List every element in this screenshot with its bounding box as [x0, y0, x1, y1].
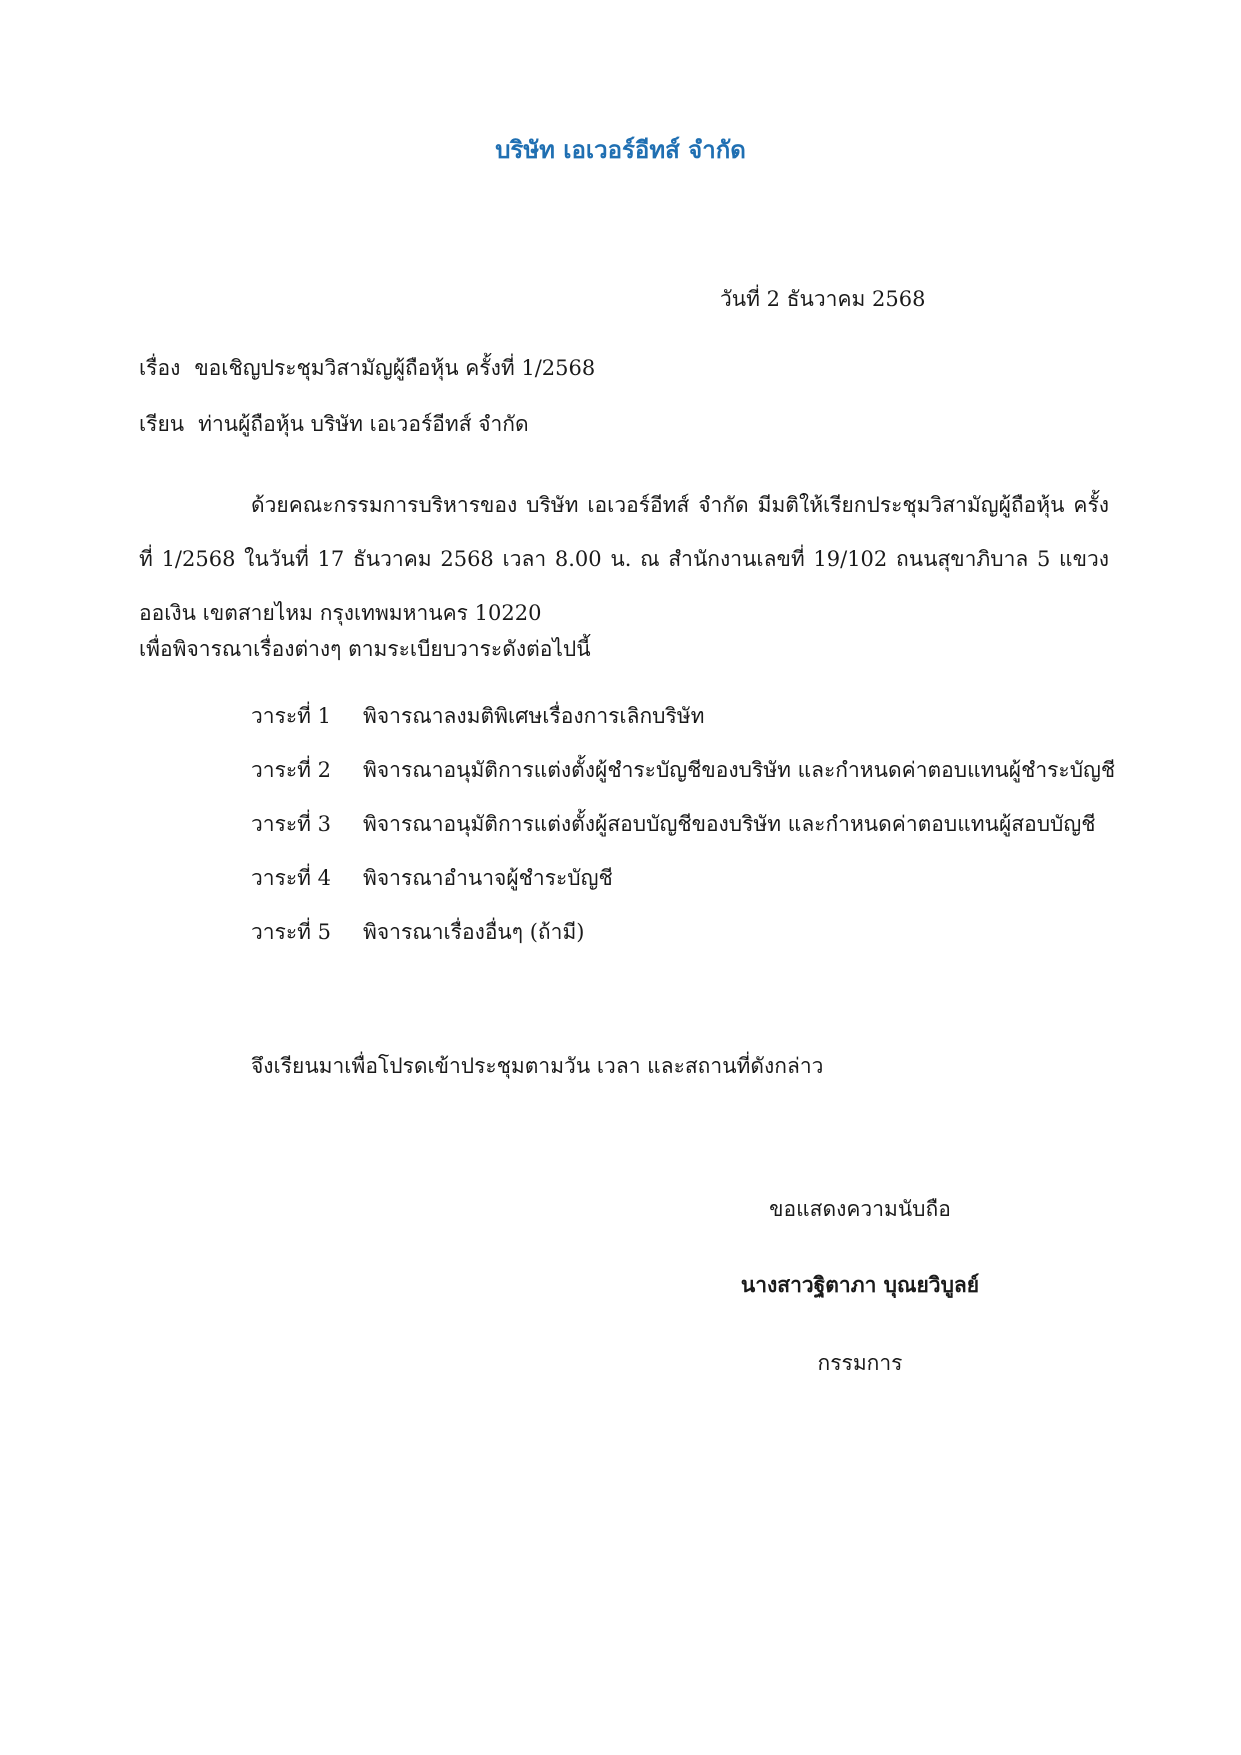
agenda-list	[251, 700, 1115, 970]
signer-position: กรรมการ	[817, 1351, 903, 1375]
agenda-item	[251, 916, 1115, 970]
agenda-text: พิจารณาอนุมัติการแต่งตั้งผู้สอบบัญชีของบริษัท และกำหนดค่าตอบแทนผู้สอบบัญชี	[363, 812, 1096, 836]
recipient-text: ท่านผู้ถือหุ้น บริษัท เอเวอร์อีทส์ จำกัด	[198, 412, 529, 436]
agenda-item	[251, 862, 1115, 916]
agenda-text: พิจารณาอำนาจผู้ชำระบัญชี	[363, 866, 613, 890]
agenda-text: พิจารณาอนุมัติการแต่งตั้งผู้ชำระบัญชีของบริษัท และกำหนดค่าตอบแทนผู้ชำระบัญชี	[363, 758, 1116, 782]
agenda-label: วาระที่ 2	[251, 758, 332, 782]
agenda-item	[251, 754, 1115, 808]
letter-date: วันที่ 2 ธันวาคม 2568	[720, 287, 926, 311]
regards: ขอแสดงความนับถือ	[769, 1197, 951, 1221]
company-title: บริษัท เอเวอร์อีทส์ จำกัด	[495, 135, 746, 164]
agenda-text: พิจารณาลงมติพิเศษเรื่องการเลิกบริษัท	[363, 704, 705, 728]
subject-line	[139, 352, 595, 385]
agenda-label: วาระที่ 5	[251, 920, 332, 944]
agenda-label: วาระที่ 1	[251, 704, 332, 728]
agenda-text: พิจารณาเรื่องอื่นๆ (ถ้ามี)	[363, 920, 585, 944]
recipient-line	[139, 408, 529, 441]
agenda-item	[251, 808, 1115, 862]
agenda-intro: เพื่อพิจารณาเรื่องต่างๆ ตามระเบียบวาระดังต่อไปนี้	[139, 637, 591, 661]
recipient-tag: เรียน	[139, 412, 185, 436]
subject-tag: เรื่อง	[139, 356, 181, 380]
subject-text: ขอเชิญประชุมวิสามัญผู้ถือหุ้น ครั้งที่ 1/2568	[194, 356, 596, 380]
agenda-label: วาระที่ 4	[251, 866, 332, 890]
agenda-item	[251, 700, 1115, 754]
closing-sentence: จึงเรียนมาเพื่อโปรดเข้าประชุมตามวัน เวลา และสถานที่ดังกล่าว	[251, 1054, 824, 1078]
agenda-label: วาระที่ 3	[251, 812, 332, 836]
signer-name: นางสาวฐิตาภา บุณยวิบูลย์	[740, 1272, 980, 1297]
body-paragraph: ด้วยคณะกรรมการบริหารของ บริษัท เอเวอร์อีทส์ จำกัด มีมติให้เรียกประชุมวิสามัญผู้ถือหุ้น ครั้งที่ 1/2568 ในวันที่ 17 ธันวาคม 2568 เวลา 8.00 น. ณ สำนักงานเลขที่ 19/102 ถนนสุขาภิบาล 5 แขวงออเงิน เขตสายไหม กรุงเทพมหานคร 10220	[139, 493, 1109, 625]
